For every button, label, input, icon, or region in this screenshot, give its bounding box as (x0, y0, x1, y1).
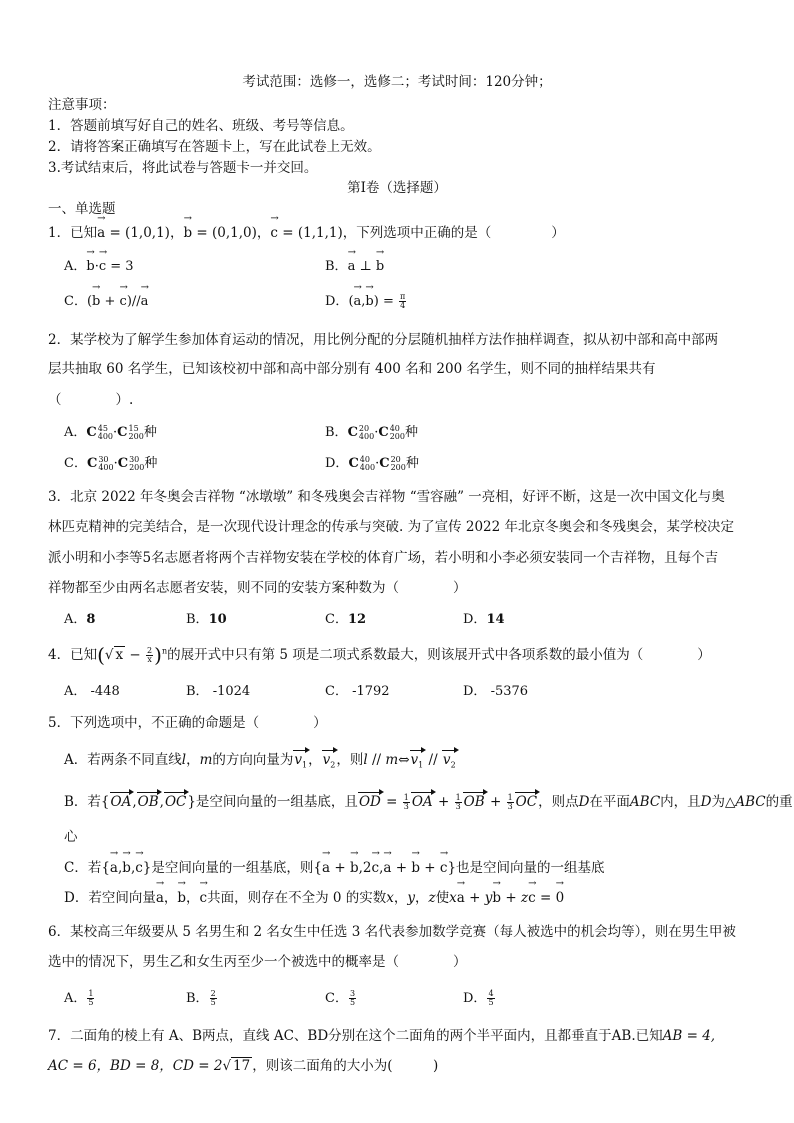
q2-option-c: C．C 30 400 ·C 30 200 种 (64, 454, 158, 472)
q4-option-c: C． -1792 (325, 684, 390, 699)
question-2-line-3: （ ）. (48, 392, 134, 408)
q5-option-b: B．若{OA,OB,OC}是空间向量的一组基底，且OD = $\frac{1}{3}$ OA + $\frac{1}{3}$ OB + $\frac{1}{3}$ OC，则点D在平面ABC内，且D为△ABC的重 (64, 793, 793, 811)
question-3-line-1: 3．北京 2022 年冬奥会吉祥物 “冰墩墩” 和冬残奥会吉祥物 “雪容融” 一亮相，好评不断，这是一次中国文化与奥 (48, 489, 725, 505)
vector-a: → a (97, 225, 105, 241)
q2-option-b: B．C 20 400 ·C 40 200 种 (325, 423, 418, 441)
q5-option-a: A．若两条不同直线l，m的方向向量为$v_1$，$v_2$，则l // $m\Leftrightarrow v_1 // v_2$ (64, 752, 456, 770)
question-7-line-2: AC = 6，BD = 8，CD = 2√ 17 ，则该二面角的大小为( ) (48, 1058, 439, 1074)
vector-b: → b (183, 225, 192, 241)
q6-option-c: C． $\frac{3}{5}$ (325, 989, 356, 1007)
section-title: 一、单选题 (48, 201, 116, 217)
question-5-stem: 5．下列选项中，不正确的命题是（ ） (48, 715, 327, 731)
q4-option-a: A． -448 (64, 684, 120, 699)
question-2-line-1: 2．某学校为了解学生参加体育运动的情况，用比例分配的分层随机抽样方法作抽样调查，拟从初中部和高中部两 (48, 332, 719, 348)
q5-option-d: D．若空间向量→ a，→ b，→ c共面，则存在不全为 0 的实数x，y，z使x→ a + y→ b + z→ c = → 0 (64, 886, 564, 906)
question-6-line-2: 选中的情况下，男生乙和女生丙至少一个被选中的概率是（ ） (48, 954, 467, 970)
vector-c: → c (270, 225, 278, 241)
q3-option-c: C．12 (325, 612, 367, 627)
question-3-line-2: 林匹克精神的完美结合，是一次现代设计理念的传承与突破. 为了宣传 2022 年北京冬奥会和冬残奥会，某学校决定 (48, 519, 735, 535)
note-item-2: 2．请将答案正确填写在答题卡上，写在此试卷上无效。 (48, 139, 381, 155)
q1-option-b: B．→ a ⊥ → b (325, 255, 384, 274)
q3-option-a: A．8 (64, 612, 96, 627)
q1-option-a: A．→ b·→ c = 3 (64, 255, 134, 274)
question-6-line-1: 6．某校高三年级要从 5 名男生和 2 名女生中任选 3 名代表参加数学竞赛（每人被选中的机会均等），则在男生甲被 (48, 924, 736, 940)
question-3-line-4: 祥物都至少由两名志愿者安装，则不同的安装方案种数为（ ） (48, 580, 467, 596)
q1-option-d: D．(→ a,→ b) = $\frac{\pi}{4}$ (325, 290, 407, 310)
note-item-1: 1．答题前填写好自己的姓名、班级、考号等信息。 (48, 118, 354, 134)
q4-option-d: D． -5376 (463, 684, 529, 699)
question-1-stem: 1．已知→ a = (1,0,1)，→ b = (0,1,0)，→ c = (1,1,1)，下列选项中正确的是（ ） (48, 221, 565, 241)
note-item-3: 3.考试结束后，将此试卷与答题卡一并交回。 (48, 160, 318, 176)
question-3-line-3: 派小明和小李等5名志愿者将两个吉祥物安装在学校的体育广场，若小明和小李必须安装同一个吉祥物，且每个吉 (48, 550, 719, 566)
exam-scope-line: 考试范围：选修一，选修二；考试时间：120分钟； (242, 74, 552, 90)
volume-title: 第I卷（选择题） (347, 180, 447, 196)
q3-option-d: D．14 (463, 612, 505, 627)
q2-option-a: A．C 45 400 ·C 15 200 种 (64, 423, 157, 441)
question-4-stem: 4．已知(√ x − $\frac{2}{x}$ )$^n$的展开式中只有第 5 项是二项式系数最大，则该展开式中各项系数的最小值为（ ） (48, 643, 711, 667)
q1-option-c: C．(→ b + → c)//→ a (64, 290, 148, 309)
q5-option-c: C．若{→ a,→ b,→ c}是空间向量的一组基底，则{→ a + → b,2→ c,→ a + → b + → c}也是空间向量的一组基底 (64, 856, 605, 876)
q6-option-d: D． $\frac{4}{5}$ (463, 989, 494, 1007)
notes-title: 注意事项： (48, 97, 116, 113)
q5-option-b-cont: 心 (64, 829, 78, 845)
q6-option-a: A． $\frac{1}{5}$ (64, 989, 94, 1007)
question-7-line-1: 7．二面角的棱上有 A、B两点，直线 AC、BD分别在这个二面角的两个半平面内，且都垂直于AB.已知AB = 4, (48, 1028, 716, 1044)
question-2-line-2: 层共抽取 60 名学生，已知该校初中部和高中部分别有 400 名和 200 名学生，则不同的抽样结果共有 (48, 361, 656, 377)
q4-option-b: B． -1024 (186, 684, 251, 699)
q2-option-d: D．C 40 400 ·C 20 200 种 (325, 454, 419, 472)
q6-option-b: B． $\frac{2}{5}$ (186, 989, 216, 1007)
q3-option-b: B．10 (186, 612, 227, 627)
